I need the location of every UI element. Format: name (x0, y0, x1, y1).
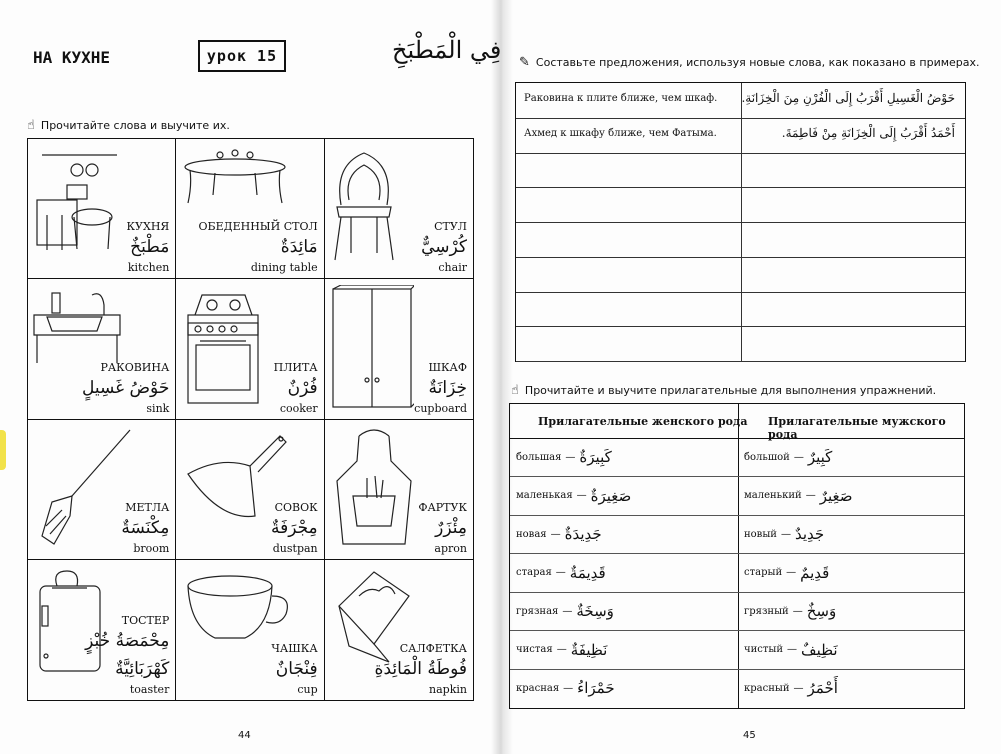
dash-separator: — (787, 644, 798, 655)
vocab-cell (176, 279, 324, 419)
vocab-english: chair (438, 261, 467, 275)
adjective-russian: большой (744, 451, 790, 463)
vocab-english: dining table (250, 261, 318, 275)
dash-separator: — (550, 528, 561, 540)
vocab-english: broom (133, 541, 170, 555)
adjective-instruction (511, 383, 936, 398)
adjective-arabic: نَظِيفٌ (801, 640, 838, 659)
header-masculine: Прилагательные мужского рода (768, 415, 946, 441)
dash-separator: — (786, 567, 797, 578)
masculine-adjective (744, 554, 829, 592)
feminine-adjective (516, 438, 612, 476)
blank-row (516, 326, 965, 362)
dash-separator: — (576, 490, 587, 501)
example-russian: Раковина к плите ближе, чем шкаф. (524, 93, 718, 105)
vocab-label (127, 220, 170, 274)
adjective-arabic: صَغِيرَةٌ (590, 486, 632, 505)
example-russian: Ахмед к шкафу ближе, чем Фатыма. (524, 128, 717, 140)
feminine-adjective (516, 477, 631, 515)
blank-row (516, 153, 965, 189)
page-title: НА КУХНЕ (33, 48, 111, 67)
vocab-label (421, 220, 467, 274)
adjective-row (510, 438, 964, 477)
masculine-adjective (744, 477, 852, 515)
vocab-label (199, 220, 318, 274)
exercise-instruction (519, 55, 980, 70)
adjective-russian: старый (744, 567, 783, 578)
vocab-english: cupboard (414, 401, 467, 415)
vocab-arabic: فُوطَةُ الْمَائِدَةِ (374, 659, 467, 679)
adjective-russian: маленькая (516, 490, 573, 501)
vocab-label (28, 614, 169, 696)
masculine-adjective (744, 438, 832, 476)
adjective-instruction-text: Прочитайте и выучите прилагательные для выполнения упражнений. (524, 384, 937, 397)
dash-separator: — (780, 528, 791, 540)
dash-separator: — (793, 682, 804, 694)
adjective-arabic: كَبِيرَةٌ (579, 448, 612, 466)
adjective-russian: красная (516, 682, 560, 694)
feminine-adjective (516, 554, 606, 592)
adjective-russian: красный (744, 682, 790, 694)
vocab-english: kitchen (127, 261, 170, 275)
pencil-icon: ✎ (519, 55, 530, 70)
vocab-instruction (27, 118, 230, 133)
dash-separator: — (793, 451, 804, 463)
adjective-russian: грязный (744, 605, 789, 617)
adjective-header (510, 404, 964, 439)
vocab-label (375, 642, 467, 696)
vocab-cell (325, 139, 473, 279)
feminine-adjective (516, 631, 607, 669)
dash-separator: — (565, 451, 576, 463)
vocab-label (271, 501, 318, 555)
adjective-russian: новый (744, 528, 777, 540)
vocab-label (274, 361, 318, 415)
vocab-arabic: كُرْسِيٌّ (421, 237, 467, 258)
masculine-adjective (744, 592, 836, 630)
vocab-arabic: مَائِدَةٌ (280, 237, 318, 258)
dash-separator: — (805, 490, 816, 501)
vocab-russian: КУХНЯ (126, 220, 170, 234)
vocab-russian: ПЛИТА (273, 360, 318, 374)
vocab-label (121, 501, 169, 555)
blank-row (516, 187, 965, 223)
vocab-arabic: مِئْزَرٌ (435, 517, 467, 538)
adjective-russian: чистая (516, 644, 553, 655)
adjective-arabic: حَمْرَاءُ (577, 679, 615, 697)
adjective-row (510, 554, 964, 593)
page-number-right: 45 (743, 730, 756, 741)
vocab-russian: ЧАШКА (271, 642, 318, 655)
example-row (516, 118, 965, 154)
arabic-title: فِي الْمَطْبَخِ (392, 36, 502, 64)
adjective-arabic: جَدِيدَةٌ (564, 525, 602, 543)
vocab-cell (176, 420, 324, 560)
vocab-russian: ТОСТЕР (121, 614, 170, 627)
vocab-arabic: فِنْجَانٌ (275, 659, 318, 679)
vocab-cell (325, 279, 473, 419)
feminine-adjective (516, 669, 615, 707)
feminine-adjective (516, 592, 614, 630)
hand-pointer-icon: ☝ (27, 118, 35, 133)
vocabulary-grid (27, 138, 474, 701)
page-number-left: 44 (238, 730, 251, 741)
vocab-russian: САЛФЕТКА (399, 642, 467, 655)
vocab-arabic: مَطْبَخٌ (130, 237, 170, 258)
vocab-label (271, 642, 317, 696)
dash-separator: — (562, 605, 573, 617)
vocab-english: cooker (279, 401, 318, 415)
dash-separator: — (556, 644, 567, 655)
vocab-english: dustpan (272, 541, 318, 555)
adjective-russian: старая (516, 567, 552, 578)
vocab-arabic: مِكْنَسَةٌ (121, 517, 170, 538)
vocab-cell (325, 560, 473, 700)
page-edge-marker (0, 430, 6, 470)
vocab-russian: СТУЛ (434, 220, 467, 234)
adjective-arabic: أَحْمَرُ (807, 679, 838, 697)
adjective-russian: грязная (516, 605, 559, 617)
vocab-cell (176, 139, 324, 279)
exercise-instruction-text: Составьте предложения, используя новые слова, как показано в примерах. (535, 56, 980, 69)
vocab-cell (28, 279, 176, 419)
dash-separator: — (555, 567, 566, 578)
example-row (516, 83, 965, 119)
vocab-russian: РАКОВИНА (100, 360, 170, 374)
adjective-row (510, 631, 964, 670)
vocab-arabic: مِجْرَفَةٌ (270, 517, 318, 538)
vocab-cell (325, 420, 473, 560)
adjective-arabic: نَظِيفَةٌ (570, 640, 608, 659)
example-arabic: أَحْمَدُ أَقْرَبُ إِلَى الْخِزَانَةِ مِنْ فَاطِمَةَ. (781, 126, 955, 141)
adjective-arabic: وَسِخَةٌ (576, 602, 614, 620)
dash-separator: — (563, 682, 574, 694)
adjective-russian: чистый (744, 644, 784, 655)
masculine-adjective (744, 669, 838, 707)
feminine-adjective (516, 515, 602, 553)
example-arabic: حَوْضُ الْغَسِيلِ أَقْرَبُ إِلَى الْفُرْنِ مِنَ الْخِزَانَةِ. (741, 91, 955, 106)
vocab-instruction-text: Прочитайте слова и выучите их. (40, 119, 230, 132)
adjective-arabic: جَدِيدٌ (794, 525, 825, 543)
adjective-row (510, 477, 964, 516)
vocab-russian: ШКАФ (428, 360, 467, 374)
vocab-russian: МЕТЛА (125, 500, 170, 514)
adjective-table (509, 403, 965, 709)
adjective-russian: маленький (744, 490, 802, 501)
blank-row (516, 222, 965, 258)
vocab-english: cup (297, 683, 318, 696)
adjective-russian: большая (516, 451, 562, 463)
vocab-label (414, 361, 467, 415)
adjective-arabic: قَدِيمَةٌ (569, 563, 606, 582)
hand-pointer-icon: ☝ (511, 383, 519, 398)
vocab-cell (176, 560, 324, 700)
header-feminine: Прилагательные женского рода (538, 415, 748, 428)
masculine-adjective (744, 631, 838, 669)
masculine-adjective (744, 515, 824, 553)
vocab-label (418, 501, 467, 555)
blank-row (516, 292, 965, 328)
vocab-english: apron (434, 541, 467, 555)
adjective-arabic: قَدِيمٌ (800, 563, 830, 582)
vocab-russian: СОВОК (274, 500, 318, 514)
adjective-russian: новая (516, 528, 547, 540)
adjective-row (510, 515, 964, 554)
vocab-arabic: مِحْمَصَةُ خُبْزٍ كَهْرَبَائِيَّةٌ (85, 631, 170, 679)
vocab-english: toaster (129, 683, 170, 696)
adjective-arabic: كَبِيرٌ (807, 448, 833, 466)
lesson-label: урок 15 (198, 40, 286, 72)
adjective-row (510, 669, 964, 707)
adjective-arabic: صَغِيرٌ (819, 486, 853, 505)
vocab-russian: ФАРТУК (418, 500, 467, 514)
vocab-cell (28, 420, 176, 560)
blank-row (516, 257, 965, 293)
adjective-row (510, 592, 964, 631)
vocab-arabic: خِزَانَةٌ (428, 377, 467, 398)
vocab-arabic: فُرْنٌ (287, 377, 318, 398)
vocab-english: napkin (429, 683, 467, 696)
vocab-arabic: حَوْضُ غَسِيلٍ (82, 377, 170, 398)
vocab-russian: ОБЕДЕННЫЙ СТОЛ (198, 220, 318, 234)
vocab-english: sink (146, 401, 170, 415)
vocab-label (82, 361, 169, 415)
exercise-table (515, 82, 966, 362)
adjective-arabic: وَسِخٌ (806, 602, 837, 620)
vocab-cell (28, 139, 176, 279)
vocab-cell (28, 560, 176, 700)
dash-separator: — (792, 605, 803, 617)
